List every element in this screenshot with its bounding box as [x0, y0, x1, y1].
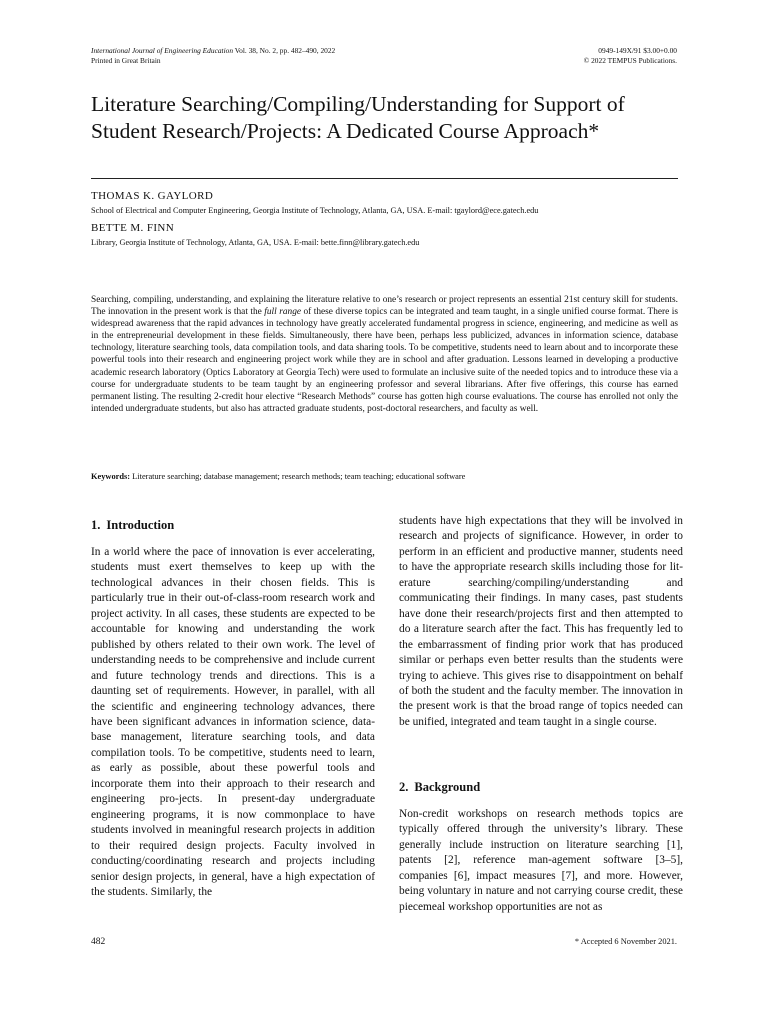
paper-title: Literature Searching/Compiling/Understanding for Support of Student Research/Projects: A Dedicated Course Approach* — [91, 92, 625, 143]
author-name-1: THOMAS K. GAYLORD — [91, 190, 214, 202]
section-heading-introduction — [91, 518, 174, 533]
author-name-2: BETTE M. FINN — [91, 222, 175, 234]
keywords — [91, 472, 678, 481]
keywords-text: Literature searching; database management; research methods; team teaching; educational software — [132, 472, 466, 481]
journal-name: International Journal of Engineering Education — [91, 46, 234, 55]
introduction-paragraph: In a world where the pace of innovation is ever accelerating, students must exert themselves to keep up with the technological advances in their chosen fields. This is particularly true in their out-of-class-room research work and project activity. In all cases, these students are expected to be accountable for knowing and understanding the work published by others related to their own work. The level of understanding needs to be comprehensive and include current and future technology trends and directions. This is a daunting set of requirements. However, in parallel, with all the scientific and engineering technology advances, there have been significant advances in information science, data-base management, literature searching tools, and data compilation tools. To be competitive, students need to learn, as early as possible, about these powerful tools and incorporate them into their approach to their research and engineering pro-jects. In present-day undergraduate engineering programs, it is now commonplace to have students involved in meaningful research projects in addition to their required design projects. Faculty involved in conducting/coordinating research and projects including senior design projects, in general, have a high expectation of the students. Similarly, the — [91, 546, 375, 898]
section-title: Background — [414, 780, 481, 794]
introduction-body — [91, 545, 375, 900]
section-heading-background — [399, 780, 480, 795]
copyright: © 2022 TEMPUS Publications. — [583, 55, 677, 65]
keywords-label: Keywords: — [91, 472, 131, 481]
page-number: 482 — [91, 937, 106, 947]
journal-header-right — [584, 46, 677, 65]
background-body — [399, 807, 683, 915]
footnote: * Accepted 6 November 2021. — [574, 937, 677, 946]
section-number: 1. — [91, 518, 101, 532]
author-affiliation-1: School of Electrical and Computer Engineering, Georgia Institute of Technology, Atlanta, GA, USA. E-mail: tgaylord@ece.gatech.edu — [91, 206, 539, 215]
introduction-continued — [399, 514, 683, 730]
volume-info: Vol. 38, No. 2, pp. 482–490, 2022 — [234, 46, 336, 55]
abstract-text-1: Searching, compiling, understanding, and explaining the literature relative to one’s research or project represents an essential 21st century skill for students. The innovation in the present work is that the — [91, 295, 678, 318]
background-paragraph: Non-credit workshops on research methods topics are typically offered through the university’s library. These generally include instruction on literature searching [1], patents [2], reference man-agement software [3–5], companies [6], impact measures [7], and more. However, being voluntary in nature and not carrying course credit, these piecemeal workshop opportunities are not as — [399, 808, 683, 913]
author-affiliation-2: Library, Georgia Institute of Technology, Atlanta, GA, USA. E-mail: bette.finn@library.gatech.edu — [91, 238, 420, 247]
introduction-paragraph-continued: students have high expectations that they will be involved in research and projects of significance. However, in order to perform in an efficient and productive manner, students need to have the appropriate research skills including those for lit-erature searching/compiling/understanding and communicating their findings. In many cases, past students have done their research/projects first and then attempted to do a literature search after the fact. This has frequently led to the embarrassment of finding prior work that has produced similar or perhaps even better results than the students were trying to achieve. This gives rise to disappointment on behalf of both the student and the faculty member. The innovation in the present work is that the broad range of topics needed can be unified, integrated and team taught in a single course. — [399, 515, 683, 728]
section-title: Introduction — [106, 518, 175, 532]
abstract — [91, 294, 678, 415]
abstract-emphasis: full range — [264, 307, 302, 318]
issn: 0949-149X/91 $3.00+0.00 — [598, 46, 677, 55]
section-number: 2. — [399, 780, 409, 794]
title-divider — [91, 178, 678, 179]
abstract-text-2: of these diverse topics can be integrated and team taught, in a single unified course format. There is widespread awareness that the rapid advances in technology have greatly accelerated fundamental progress in science, engineering, and medicine as well as in the entrepreneurial development in these fields. Simultaneously, there have been, perhaps less publicized, advances in information science, database technology, literature searching tools, data compilation tools, and data sharing tools. To be competitive, students need to learn about and to incorporate these powerful tools into their research and engineering project work while they are in school and after graduation. Lessons learned in developing a productive academic research laboratory (Optics Laboratory at Georgia Tech) were used to formulate an inclusive suite of the needed topics and to introduce these via a course for undergraduate students to be team taught by an engineering professor and several librarians. After five offerings, this course has earned permanent listing. The resulting 2-credit hour elective “Research Methods” course has gotten high course evaluations. The course has enrolled not only the intended undergraduate students, but also has attracted graduate students, post-doctoral researchers, and faculty as well. — [91, 307, 678, 414]
printed-in: Printed in Great Britain — [91, 55, 161, 65]
journal-header-left — [91, 46, 335, 65]
